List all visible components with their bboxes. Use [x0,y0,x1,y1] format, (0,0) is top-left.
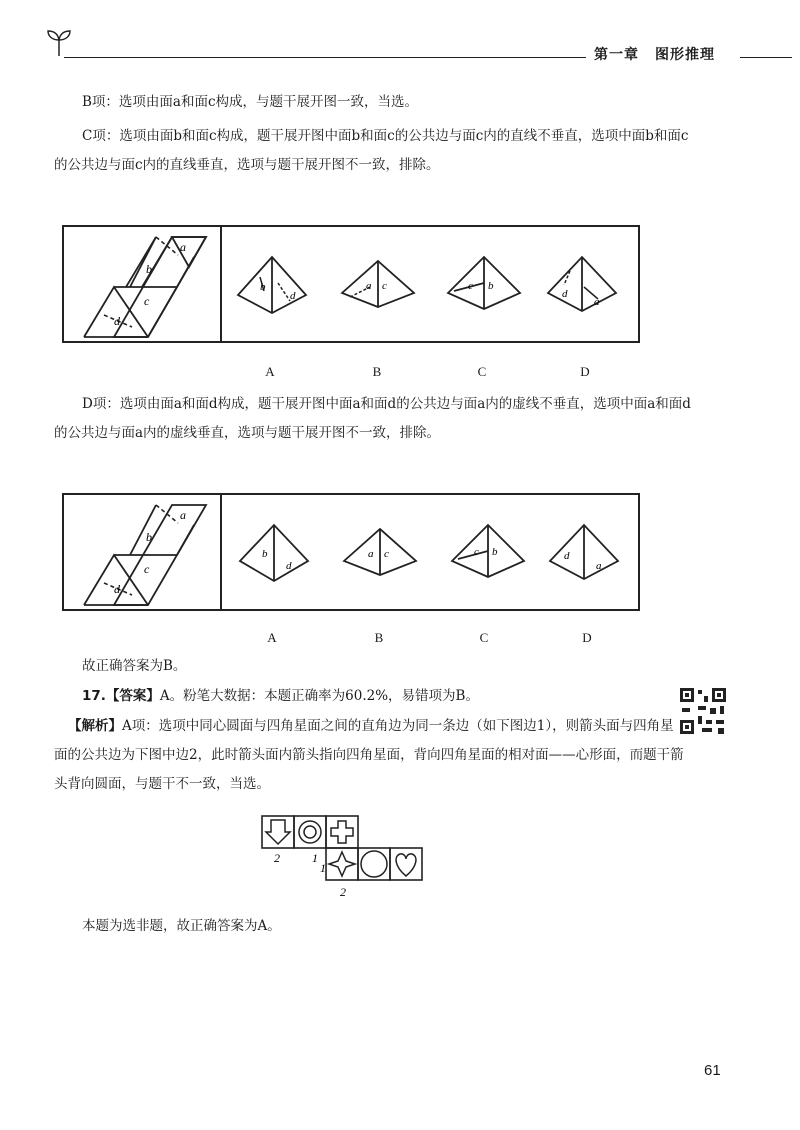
net-diagram-2 [84,505,206,605]
page-number: 61 [704,1062,721,1079]
option-a-pyramid [238,257,306,313]
net2-label-a: a [180,508,186,522]
chapter-label: 第一章 [594,47,639,63]
sprout-logo-icon [46,28,72,58]
paragraph-option-c: C项：选项由面b和面c构成，题干展开图中面b和面c的公共边与面c内的直线不垂直，选项中面b和面c的公共边与面c内的直线垂直，选项与题干展开图不一致，排除。 [54,128,689,173]
four-point-star-icon [329,852,355,876]
option-d-label-a: a [594,296,600,308]
option-b-label-a: a [366,280,372,292]
option-c-pyramid [448,257,520,309]
opt2-a-label-b: b [262,548,268,560]
edge-label-1-top: 1 [312,851,318,865]
opt2-c-label-b: b [492,546,498,558]
figure-2-box [62,493,640,611]
net2-label-d: d [114,582,120,596]
cube-net-figure [258,812,438,904]
edge-label-1-side: 1 [320,861,326,875]
opt2-b-label-c: c [384,548,389,560]
net2-label-c: c [144,562,150,576]
figure-2-drawing [64,495,642,613]
paragraph-option-d: D项：选项由面a和面d构成，题干展开图中面a和面d的公共边与面a内的虚线不垂直，选项中面a和面d的公共边与面a内的虚线垂直，选项与题干展开图不一致，排除。 [54,396,691,441]
circle-icon [361,851,387,877]
figure-1-box [62,225,640,343]
qr-code-icon[interactable] [678,686,728,736]
section-label: 图形推理 [655,47,715,63]
option-d-pyramid [548,257,616,311]
option-a-label-d: d [290,290,296,302]
option-a-label-b: b [260,281,266,293]
cross-icon [331,821,353,843]
edge-label-2-top: 2 [274,851,280,865]
paragraph-analysis-17: 【解析】A项：选项中同心圆面与四角星面之间的直角边为同一条边（如下图边1），则箭头面与四角星面的公共边为下图中边2，此时箭头面内箭头指向四角星面，背向四角星面的相对面——心形面，而题干箭头背向圆面，与题干不一致，当选。 [54,718,684,792]
opt2-a-label-d: d [286,560,292,572]
net2-label-b: b [146,530,152,544]
arrow-down-icon [266,820,290,844]
opt2-b-label-a: a [368,548,374,560]
running-header [594,44,715,64]
opt2-d-label-d: d [564,550,570,562]
opt2-d-label-a: a [596,560,602,572]
paragraph-final-answer: 本题为选非题，故正确答案为A。 [82,918,281,934]
figure-1-drawing [64,227,642,345]
header-rule [64,57,586,58]
net-label-d: d [114,314,120,328]
net-diagram [84,237,206,337]
net-label-c: c [144,294,150,308]
option-b-pyramid [342,261,414,307]
edge-label-2-bottom: 2 [340,885,346,899]
concentric-circle-icon [299,821,321,843]
opt2-c-label-c: c [474,546,479,558]
option-c-label-c: c [468,280,473,292]
option-b-label-c: c [382,280,387,292]
net-label-b: b [146,262,152,276]
option-c-label-b: b [488,280,494,292]
paragraph-conclusion-16: 故正确答案为B。 [82,658,187,674]
paragraph-answer-17: 17.【答案】A。粉笔大数据：本题正确率为60.2%，易错项为B。 [82,688,479,704]
paragraph-option-b: B项：选项由面a和面c构成，与题干展开图一致，当选。 [82,94,419,110]
heart-icon [396,854,416,876]
header-rule-right [740,57,792,58]
option-d-label-d: d [562,288,568,300]
net-label-a: a [180,240,186,254]
